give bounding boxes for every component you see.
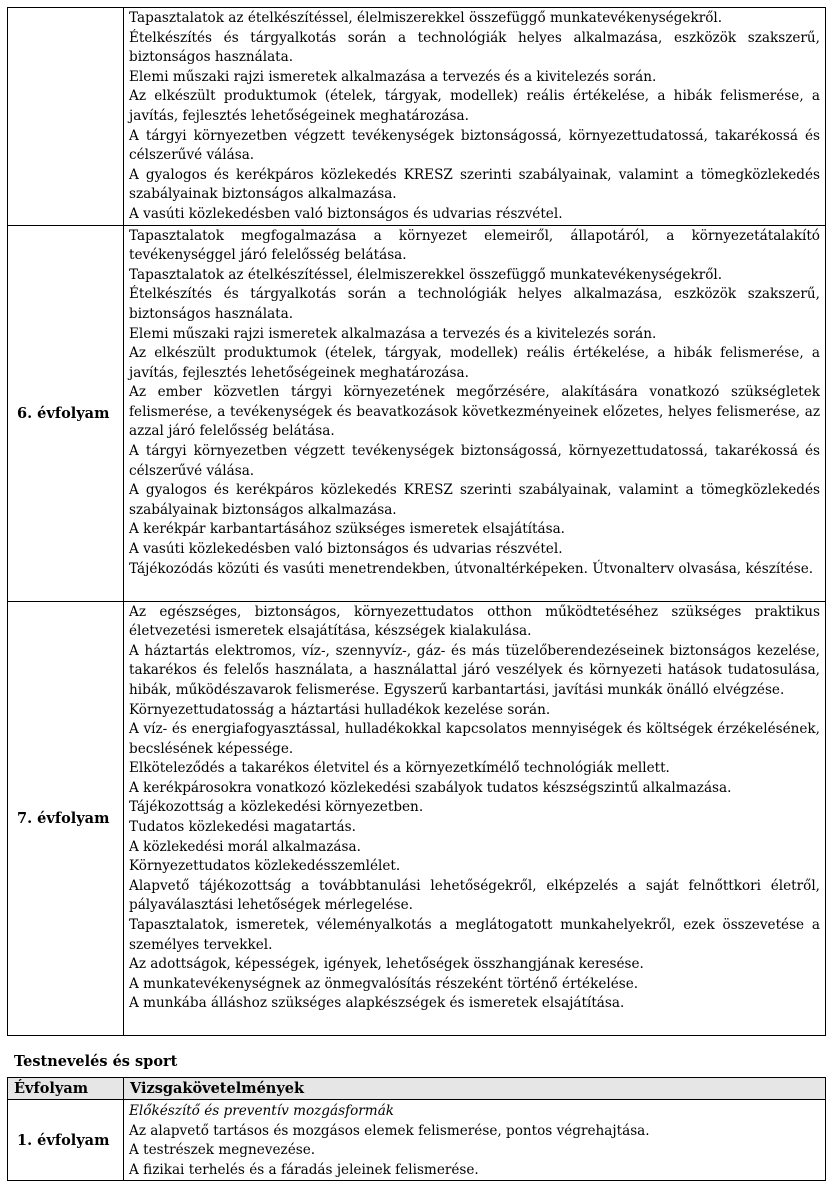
requirement-item: A kerékpárosokra vonatkozó közlekedési szabályok tudatos készségszintű alkalmazása.	[129, 779, 732, 796]
requirement-item: Környezettudatosság a háztartási hulladékok kezelése során.	[129, 701, 551, 718]
requirement-item: Ételkészítés és tárgyalkotás során a technológiák helyes alkalmazása, eszközök szakszerű, biztonságos használata.	[129, 286, 820, 322]
requirement-item: Tudatos közlekedési magatartás.	[129, 819, 356, 836]
requirement-item: A gyalogos és kerékpáros közlekedés KRESZ szerinti szabályainak, valamint a tömegközlekedés szabályainak biztonságos alkalmazása.	[129, 482, 820, 518]
requirement-item: Tapasztalatok az ételkészítéssel, élelmiszerekkel összefüggő munkatevékenységekről.	[129, 10, 723, 26]
grade-label: 6. évfolyam	[8, 225, 124, 601]
column-header-grade: Évfolyam	[8, 1078, 124, 1100]
requirements-cell	[124, 1100, 826, 1181]
requirement-item: A kerékpár karbantartásához szükséges ismeretek elsajátítása.	[129, 521, 565, 538]
table-header-row	[8, 1078, 826, 1100]
requirements-table	[7, 7, 826, 1036]
requirement-item: Tájékozódás közúti és vasúti menetrendekben, útvonaltérképeken. Útvonalterv olvasása, készítése.	[129, 560, 814, 577]
requirement-item: A gyalogos és kerékpáros közlekedés KRESZ szerinti szabályainak, valamint a tömegközlekedés szabályainak biztonságos alkalmazása.	[129, 166, 820, 203]
requirement-item: Tapasztalatok megfogalmazása a környezet elemeiről, állapotáról, a környezetátalakító tevékenységgel járó felelősség belátása.	[129, 227, 820, 264]
requirement-item: Az egészséges, biztonságos, környezettudatos otthon működtetéséhez szükséges praktikus életvezetési ismeretek elsajátítása, készségek kialakulása.	[129, 603, 820, 640]
requirement-item: Elköteleződés a takarékos életvitel és a környezetkímélő technológiák mellett.	[129, 760, 670, 777]
requirement-item: A közlekedési morál alkalmazása.	[129, 838, 361, 855]
requirement-item: A víz- és energiafogyasztással, hulladékokkal kapcsolatos mennyiségek és költségek érzékelésének, becslésének képessége.	[129, 721, 820, 757]
requirement-item: Az ember közvetlen tárgyi környezetének megőrzésére, alakítására vonatkozó szükségletek felismerése, a tevékenységek és beavatkozások következményeinek előzetes, helyes felismerése, az azzal járó felelősség belátása.	[129, 384, 820, 440]
requirements-cell	[124, 225, 826, 601]
requirement-item: A munkatevékenységnek az önmegvalósítás részeként történő értékelése.	[129, 975, 639, 992]
table-row	[8, 601, 826, 1035]
table-row	[8, 1100, 826, 1181]
requirement-item: Alapvető tájékozottság a továbbtanulási lehetőségekről, elképzelés a saját felnőttkori életről, pályaválasztási lehetőségek mérlegelése.	[129, 877, 820, 914]
requirements-cell	[124, 601, 826, 1035]
column-header-requirements: Vizsgakövetelmények	[124, 1078, 826, 1100]
requirement-item: A fizikai terhelés és a fáradás jeleinek felismerése.	[129, 1161, 479, 1178]
requirement-item: Az elkészült produktumok (ételek, tárgyak, modellek) reális értékelése, a hibák felismerése, a javítás, fejlesztés lehetőségeinek meghatározása.	[129, 88, 820, 124]
requirement-item: Elemi műszaki rajzi ismeretek alkalmazása a tervezés és a kivitelezés során.	[129, 68, 657, 85]
requirement-subtitle: Előkészítő és preventív mozgásformák	[129, 1103, 395, 1119]
requirement-item: Elemi műszaki rajzi ismeretek alkalmazása a tervezés és a kivitelezés során.	[129, 325, 657, 342]
grade-label	[8, 8, 124, 226]
requirement-item: A munkába álláshoz szükséges alapkészségek és ismeretek elsajátítása.	[129, 995, 625, 1012]
requirement-item: A vasúti közlekedésben való biztonságos és udvarias részvétel.	[129, 205, 563, 222]
sport-requirements-table	[7, 1077, 826, 1181]
grade-label: 7. évfolyam	[8, 601, 124, 1035]
requirement-item: A háztartás elektromos, víz-, szennyvíz-, gáz- és más tüzelőberendezéseinek biztonságos kezelése, takarékos és felelős használata, a használattal járó veszélyek és környezeti hatások tudatosulása, hibák, működészavarok felismerése. Egyszerű karbantartási, javítási munkák önálló elvégzése.	[129, 642, 820, 698]
requirement-item: A vasúti közlekedésben való biztonságos és udvarias részvétel.	[129, 541, 563, 558]
grade-label: 1. évfolyam	[8, 1100, 124, 1181]
requirement-item: A tárgyi környezetben végzett tevékenységek biztonságossá, környezettudatossá, takarékossá és célszerűvé válása.	[129, 127, 820, 164]
requirement-item: A tárgyi környezetben végzett tevékenységek biztonságossá, környezettudatossá, takarékossá és célszerűvé válása.	[129, 443, 820, 479]
table-row	[8, 8, 826, 226]
requirement-item: Tájékozottság a közlekedési környezetben.	[129, 799, 424, 816]
requirement-item: Az alapvető tartásos és mozgásos elemek felismerése, pontos végrehajtása.	[129, 1122, 650, 1139]
section-title: Testnevelés és sport	[14, 1053, 178, 1070]
table-row	[8, 225, 826, 601]
requirement-item: Tapasztalatok az ételkészítéssel, élelmiszerekkel összefüggő munkatevékenységekről.	[129, 266, 723, 283]
requirement-item: Ételkészítés és tárgyalkotás során a technológiák helyes alkalmazása, eszközök szakszerű, biztonságos használata.	[129, 29, 820, 66]
requirement-item: Környezettudatos közlekedésszemlélet.	[129, 858, 401, 875]
requirements-cell	[124, 8, 826, 226]
requirement-item: Az adottságok, képességek, igények, lehetőségek összhangjának keresése.	[129, 956, 644, 973]
requirement-item: Tapasztalatok, ismeretek, véleményalkotás a meglátogatott munkahelyekről, ezek összevetése a személyes tervekkel.	[129, 917, 820, 953]
requirement-item: Az elkészült produktumok (ételek, tárgyak, modellek) reális értékelése, a hibák felismerése, a javítás, fejlesztés lehetőségeinek meghatározása.	[129, 345, 820, 381]
requirement-item: A testrészek megnevezése.	[129, 1142, 316, 1159]
